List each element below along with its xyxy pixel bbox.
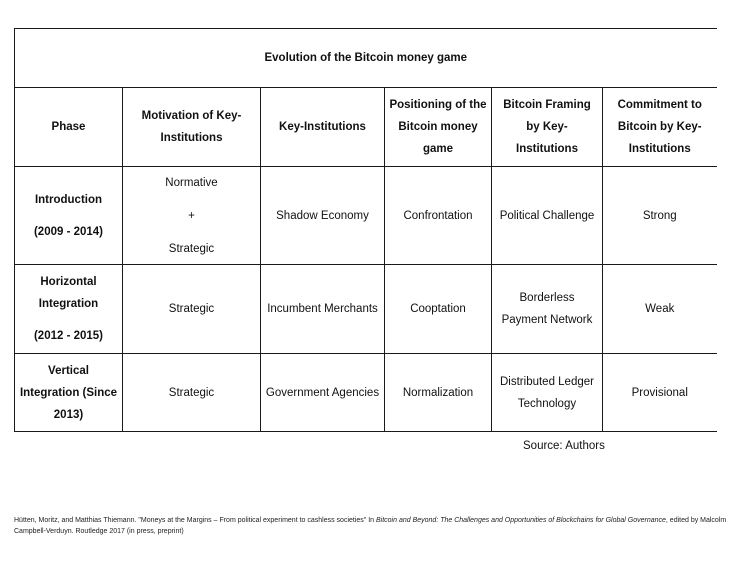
header-positioning: Positioning of the Bitcoin money game bbox=[385, 88, 492, 167]
header-motivation: Motivation of Key-Institutions bbox=[123, 88, 261, 167]
table-container bbox=[14, 28, 716, 432]
motivation-cell bbox=[123, 167, 261, 265]
table-row bbox=[15, 265, 717, 354]
positioning-cell: Confrontation bbox=[385, 167, 492, 265]
phase-name: Introduction bbox=[34, 193, 103, 206]
commitment-cell: Strong bbox=[603, 167, 717, 265]
motivation-line: Strategic bbox=[168, 386, 215, 399]
header-commitment: Commitment to Bitcoin by Key-Institutions bbox=[603, 88, 717, 167]
header-phase: Phase bbox=[15, 88, 123, 167]
phase-years: (2009 - 2014) bbox=[33, 225, 104, 238]
table-title: Evolution of the Bitcoin money game bbox=[15, 29, 717, 88]
phase-cell bbox=[15, 265, 123, 354]
table-title-row bbox=[15, 29, 717, 88]
phase-name: Vertical Integration (Since 2013) bbox=[19, 364, 118, 421]
institutions-cell: Shadow Economy bbox=[261, 167, 385, 265]
positioning-cell: Cooptation bbox=[385, 265, 492, 354]
phase-cell bbox=[15, 354, 123, 432]
citation-suffix: , edited by Malcolm Campbell-Verduyn. Routledge 2017 (in press, preprint) bbox=[14, 517, 727, 535]
commitment-cell: Provisional bbox=[603, 354, 717, 432]
motivation-line: Strategic bbox=[168, 303, 215, 315]
institutions-cell: Incumbent Merchants bbox=[261, 265, 385, 354]
commitment-cell: Weak bbox=[603, 265, 717, 354]
citation-book-title: Bitcoin and Beyond: The Challenges and Opportunities of Blockchains for Global Governance bbox=[376, 517, 666, 524]
framing-cell: Political Challenge bbox=[492, 167, 603, 265]
motivation-line: + bbox=[188, 209, 195, 222]
framing-cell: Distributed Ledger Technology bbox=[492, 354, 603, 432]
motivation-cell bbox=[123, 354, 261, 432]
institutions-cell: Government Agencies bbox=[261, 354, 385, 432]
motivation-cell bbox=[123, 265, 261, 354]
framing-cell: Borderless Payment Network bbox=[492, 265, 603, 354]
table-header-row bbox=[15, 88, 717, 167]
source-note: Source: Authors bbox=[523, 440, 605, 452]
citation-footnote bbox=[14, 515, 744, 537]
phase-name: Horizontal Integration bbox=[38, 276, 99, 310]
bitcoin-evolution-table bbox=[14, 28, 717, 432]
table-row bbox=[15, 354, 717, 432]
table-row bbox=[15, 167, 717, 265]
header-key-institutions: Key-Institutions bbox=[261, 88, 385, 167]
phase-cell bbox=[15, 167, 123, 265]
citation-prefix: Hütten, Moritz, and Matthias Thiemann. "Moneys at the Margins – From political experiment to cashless societies" In bbox=[14, 517, 376, 524]
header-framing: Bitcoin Framing by Key-Institutions bbox=[492, 88, 603, 167]
phase-years: (2012 - 2015) bbox=[33, 330, 104, 342]
motivation-line: Strategic bbox=[168, 242, 215, 255]
positioning-cell: Normalization bbox=[385, 354, 492, 432]
motivation-line: Normative bbox=[165, 176, 218, 189]
